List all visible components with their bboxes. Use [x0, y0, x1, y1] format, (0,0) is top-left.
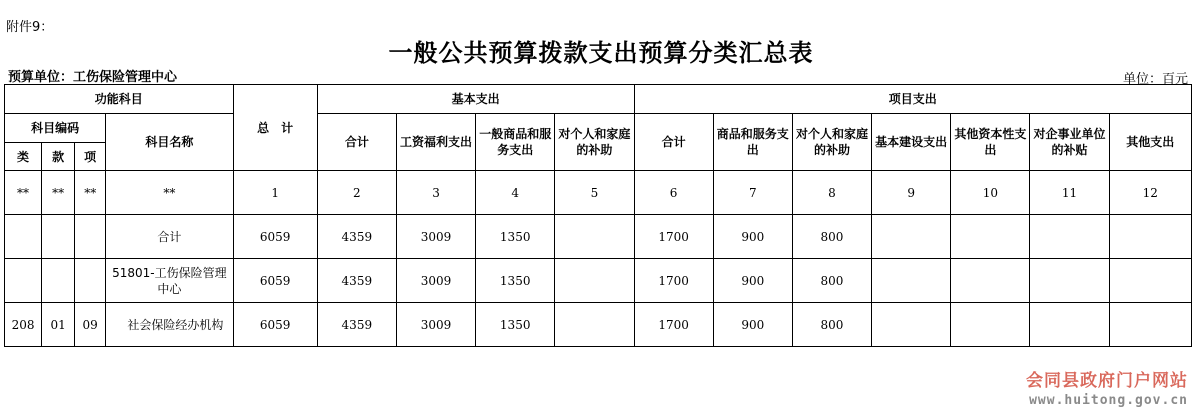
other-cell: [1109, 215, 1191, 259]
index-cell: 12: [1109, 171, 1191, 215]
personal-cell: [555, 259, 634, 303]
construction-cell: [872, 259, 951, 303]
budget-table: [4, 84, 1192, 347]
index-cell: 9: [872, 171, 951, 215]
salary-cell: 3009: [396, 259, 475, 303]
header-general-goods: 一般商品和服务支出: [476, 114, 555, 171]
subsidy-cell: [1030, 215, 1109, 259]
index-cell: 11: [1030, 171, 1109, 215]
salary-cell: 3009: [396, 215, 475, 259]
header-project-goods: 商品和服务支出: [713, 114, 792, 171]
subject-name-cell: 51801-工伤保险管理中心: [106, 259, 233, 303]
item-cell: [75, 259, 106, 303]
header-functional-subject: 功能科目: [5, 85, 234, 114]
header-basic-total: 合计: [317, 114, 396, 171]
header-total: 总 计: [233, 85, 317, 171]
index-cell: **: [106, 171, 233, 215]
class-cell: [5, 215, 42, 259]
class-cell: 208: [5, 303, 42, 347]
project-goods-cell: 900: [713, 215, 792, 259]
header-item: 项: [75, 143, 106, 171]
section-cell: [42, 215, 75, 259]
index-cell: 7: [713, 171, 792, 215]
project-personal-cell: 800: [792, 259, 871, 303]
project-goods-cell: 900: [713, 259, 792, 303]
index-cell: 10: [951, 171, 1030, 215]
project-total-cell: 1700: [634, 303, 713, 347]
header-subject-code: 科目编码: [5, 114, 106, 143]
subject-name-cell: 合计: [106, 215, 233, 259]
section-cell: 01: [42, 303, 75, 347]
personal-cell: [555, 303, 634, 347]
basic-total-cell: 4359: [317, 303, 396, 347]
capital-cell: [951, 259, 1030, 303]
index-cell: 2: [317, 171, 396, 215]
header-project-expenditure: 项目支出: [634, 85, 1192, 114]
budget-unit-label: 预算单位：工伤保险管理中心: [8, 70, 178, 85]
project-total-cell: 1700: [634, 215, 713, 259]
header-personal-subsidy: 对个人和家庭的补助: [555, 114, 634, 171]
capital-cell: [951, 303, 1030, 347]
basic-total-cell: 4359: [317, 259, 396, 303]
project-personal-cell: 800: [792, 215, 871, 259]
page-title: 一般公共预算拨款支出预算分类汇总表: [388, 39, 814, 67]
watermark: [1026, 366, 1188, 408]
index-cell: 8: [792, 171, 871, 215]
header-basic-expenditure: 基本支出: [317, 85, 634, 114]
project-total-cell: 1700: [634, 259, 713, 303]
attachment-label: 附件9：: [6, 20, 54, 35]
section-cell: [42, 259, 75, 303]
header-project-total: 合计: [634, 114, 713, 171]
total-cell: 6059: [233, 303, 317, 347]
watermark-url: www.huitong.gov.cn: [1029, 393, 1188, 408]
index-cell: 6: [634, 171, 713, 215]
header-other-expenditure: 其他支出: [1109, 114, 1191, 171]
header-project-personal: 对个人和家庭的补助: [792, 114, 871, 171]
item-cell: 09: [75, 303, 106, 347]
table-row: [5, 215, 1192, 259]
header-construction: 基本建设支出: [872, 114, 951, 171]
capital-cell: [951, 215, 1030, 259]
header-enterprise-subsidy: 对企事业单位的补贴: [1030, 114, 1109, 171]
total-cell: 6059: [233, 259, 317, 303]
header-other-capital: 其他资本性支出: [951, 114, 1030, 171]
goods-cell: 1350: [476, 259, 555, 303]
item-cell: [75, 215, 106, 259]
subsidy-cell: [1030, 303, 1109, 347]
personal-cell: [555, 215, 634, 259]
subject-name-cell: 社会保险经办机构: [106, 303, 233, 347]
table-row: [5, 259, 1192, 303]
index-cell: **: [75, 171, 106, 215]
subsidy-cell: [1030, 259, 1109, 303]
class-cell: [5, 259, 42, 303]
header-salary-welfare: 工资福利支出: [396, 114, 475, 171]
goods-cell: 1350: [476, 303, 555, 347]
salary-cell: 3009: [396, 303, 475, 347]
index-cell: **: [42, 171, 75, 215]
index-row: [5, 171, 1192, 215]
total-cell: 6059: [233, 215, 317, 259]
table-row: [5, 303, 1192, 347]
goods-cell: 1350: [476, 215, 555, 259]
construction-cell: [872, 303, 951, 347]
watermark-site-name: 会同县政府门户网站: [1026, 371, 1188, 391]
header-class: 类: [5, 143, 42, 171]
header-section: 款: [42, 143, 75, 171]
other-cell: [1109, 303, 1191, 347]
header-subject-name: 科目名称: [106, 114, 233, 171]
other-cell: [1109, 259, 1191, 303]
index-cell: 3: [396, 171, 475, 215]
construction-cell: [872, 215, 951, 259]
project-goods-cell: 900: [713, 303, 792, 347]
project-personal-cell: 800: [792, 303, 871, 347]
index-cell: **: [5, 171, 42, 215]
basic-total-cell: 4359: [317, 215, 396, 259]
index-cell: 5: [555, 171, 634, 215]
currency-unit-label: 单位：百元: [1122, 72, 1188, 87]
index-cell: 4: [476, 171, 555, 215]
index-cell: 1: [233, 171, 317, 215]
